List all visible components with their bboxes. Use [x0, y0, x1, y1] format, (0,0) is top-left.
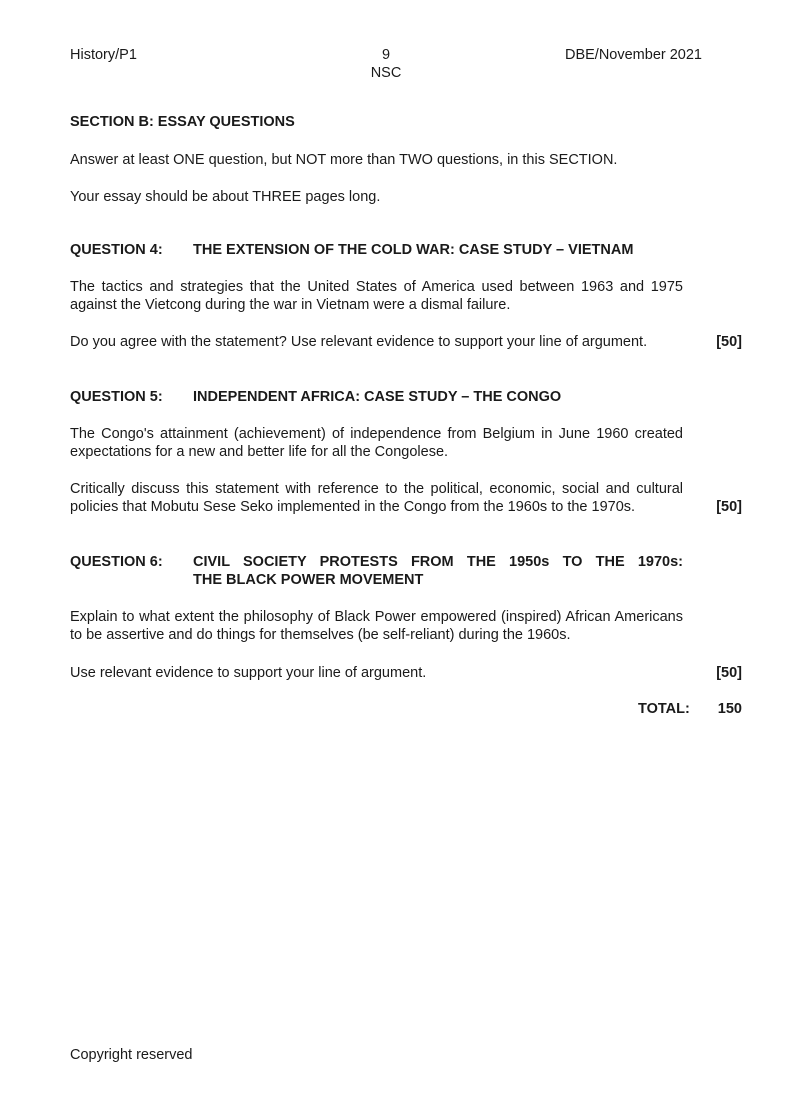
total-label: TOTAL: — [637, 701, 690, 717]
question-6-title-line-2: THE BLACK POWER MOVEMENT — [193, 572, 424, 588]
question-4-statement: The tactics and strategies that the United States of America used between 1963 and 1975 against the Vietcong during the war in Vietnam were a dismal failure. — [70, 279, 683, 313]
exam-session: DBE/November 2021 — [564, 47, 702, 63]
question-6-block — [70, 553, 742, 682]
question-5-statement: The Congo's attainment (achievement) of independence from Belgium in June 1960 created expectations for a new and better life for all the Congolese. — [70, 426, 683, 460]
page-number: 9 — [381, 47, 391, 63]
question-6-task-row — [70, 664, 742, 682]
instruction-essay-length: Your essay should be about THREE pages long. — [70, 189, 381, 205]
question-6-task: Use relevant evidence to support your line of argument. — [70, 665, 427, 681]
question-4-task-row — [70, 333, 742, 351]
question-4-statement-row — [70, 278, 742, 314]
question-5-title-line: INDEPENDENT AFRICA: CASE STUDY – THE CONGO — [193, 389, 562, 405]
question-4-mark-allocation: [50] — [716, 334, 742, 350]
question-6-label: QUESTION 6: — [70, 554, 163, 570]
question-5-mark-allocation: [50] — [716, 499, 742, 515]
page-header — [70, 46, 702, 82]
copyright-notice: Copyright reserved — [70, 1047, 193, 1063]
question-4-block — [70, 241, 742, 351]
question-5-heading — [70, 388, 683, 406]
instruction-answer-count: Answer at least ONE question, but NOT more than TWO questions, in this SECTION. — [70, 152, 618, 168]
question-4-label: QUESTION 4: — [70, 242, 163, 258]
question-6-title-line-1: CIVIL SOCIETY PROTESTS FROM THE 1950s TO THE 1970s: — [193, 554, 683, 570]
exam-level: NSC — [370, 65, 402, 81]
question-5-statement-row — [70, 425, 742, 461]
question-4-title — [193, 241, 683, 259]
question-6-title — [193, 553, 683, 589]
question-6-statement-row — [70, 608, 742, 644]
document-code: History/P1 — [70, 47, 137, 63]
question-6-statement: Explain to what extent the philosophy of Black Power empowered (inspired) African Americans to be assertive and do things for themselves (be self-reliant) during the 1960s. — [70, 609, 683, 643]
question-4-title-line: THE EXTENSION OF THE COLD WAR: CASE STUDY – VIETNAM — [193, 242, 634, 258]
total-row — [70, 700, 742, 718]
question-6-mark-allocation: [50] — [716, 665, 742, 681]
question-5-task-row — [70, 480, 742, 516]
question-5-title — [193, 388, 683, 406]
question-4-task: Do you agree with the statement? Use relevant evidence to support your line of argument. — [70, 334, 648, 350]
question-5-block — [70, 388, 742, 516]
question-5-task: Critically discuss this statement with reference to the political, economic, social and cultural policies that Mobutu Sese Seko implemented in the Congo from the 1960s to the 1970s. — [70, 481, 683, 515]
question-6-heading — [70, 553, 683, 589]
total-value: 150 — [717, 701, 742, 717]
question-5-label: QUESTION 5: — [70, 389, 163, 405]
page-content — [70, 46, 742, 718]
question-4-heading — [70, 241, 683, 259]
section-heading: SECTION B: ESSAY QUESTIONS — [70, 114, 295, 130]
